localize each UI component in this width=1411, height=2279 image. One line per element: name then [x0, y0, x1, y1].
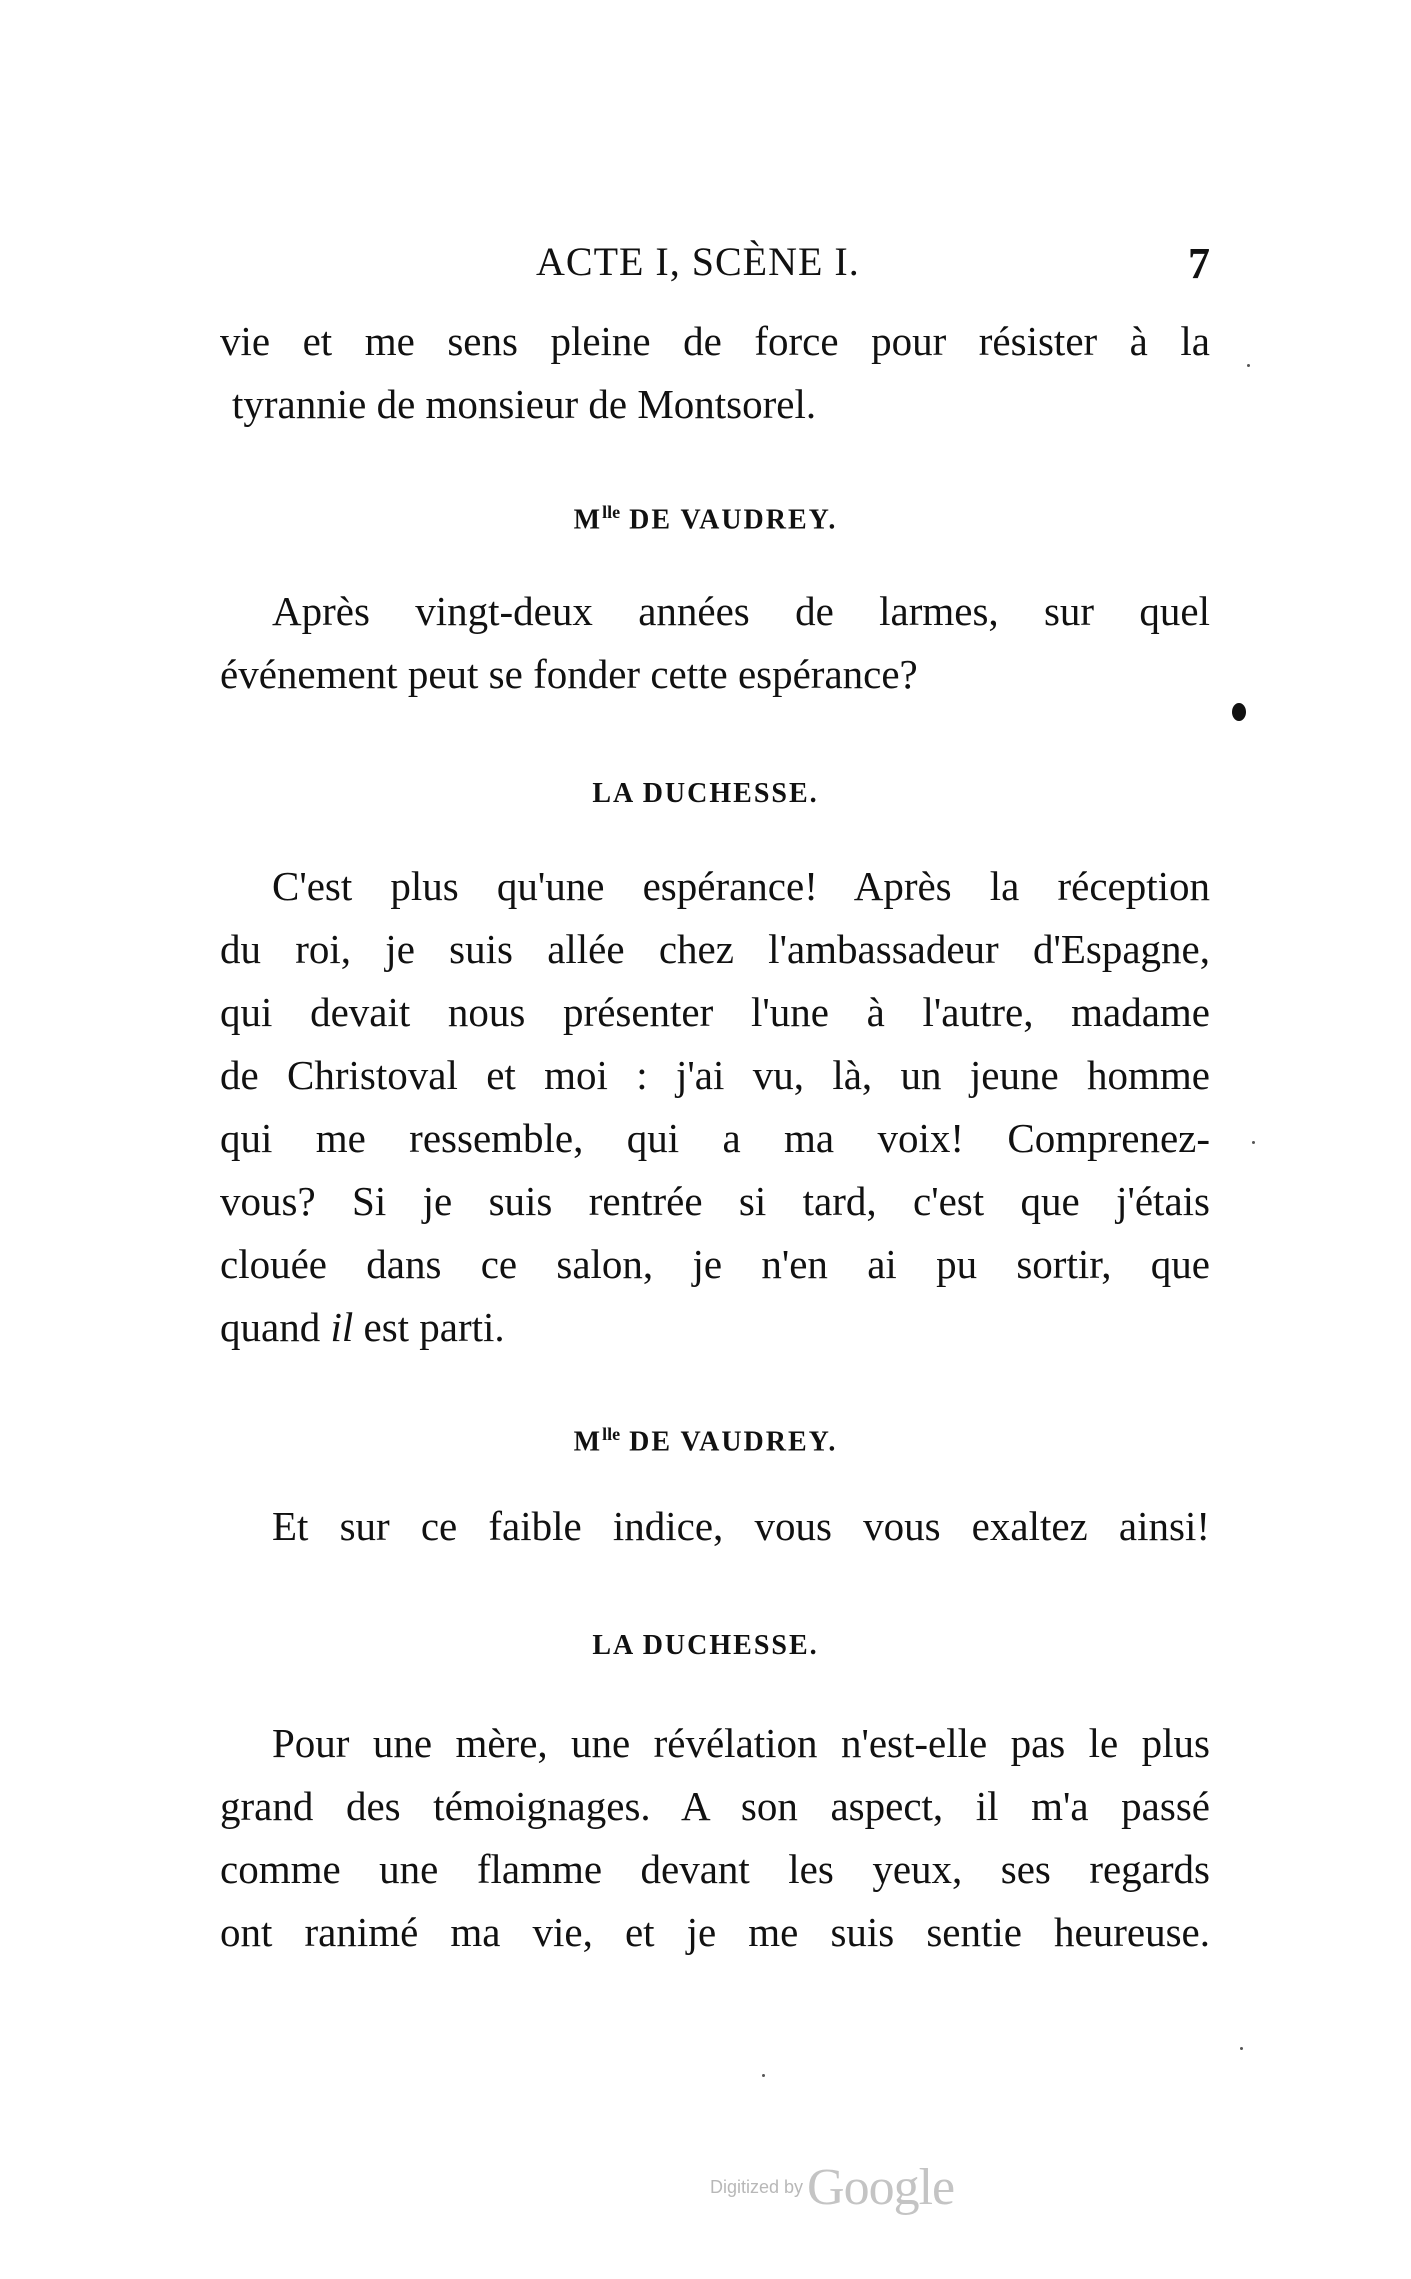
page-number: 7	[1188, 239, 1210, 288]
ink-blot	[1232, 703, 1246, 721]
text-line: grand des témoignages. A son aspect, il m'a passé	[220, 1783, 1210, 1829]
speaker-superscript: lle	[602, 502, 621, 522]
speaker-name: LA DUCHESSE.	[592, 1630, 819, 1661]
speaker-heading	[0, 502, 1411, 536]
text-line: comme une flamme devant les yeux, ses regards	[220, 1846, 1210, 1892]
paragraph	[220, 855, 1210, 1359]
paragraph	[272, 1495, 1210, 1558]
scan-speck	[762, 2074, 765, 2077]
speaker-prefix: M	[573, 1426, 603, 1458]
text-line: du roi, je suis allée chez l'ambassadeur d'Espagne,	[220, 926, 1210, 972]
speaker-superscript: lle	[602, 1424, 621, 1444]
text-line: événement peut se fonder cette espérance?	[220, 651, 918, 697]
text-line: vie et me sens pleine de force pour résister à la	[220, 318, 1210, 364]
italic-pronoun: il	[330, 1304, 354, 1350]
paragraph	[220, 310, 1210, 436]
text-run: quand	[220, 1304, 331, 1350]
paragraph	[220, 580, 1210, 706]
text-line: clouée dans ce salon, je n'en ai pu sortir, que	[220, 1241, 1210, 1287]
digitized-footer	[710, 2158, 954, 2217]
scan-speck	[1252, 1141, 1255, 1144]
text-run: est parti.	[353, 1304, 505, 1350]
scan-speck	[1247, 364, 1250, 367]
speaker-heading	[0, 1424, 1411, 1458]
scan-speck	[1240, 2047, 1243, 2050]
speaker-name: DE VAUDREY.	[620, 1426, 838, 1458]
text-line: qui devait nous présenter l'une à l'autre, madame	[220, 989, 1210, 1035]
google-logo: Google	[807, 2159, 955, 2216]
paragraph	[220, 1712, 1210, 1964]
text-line: qui me ressemble, qui a ma voix! Comprenez-	[220, 1115, 1210, 1161]
text-line: tyrannie de monsieur de Montsorel.	[232, 381, 817, 427]
text-line: vous? Si je suis rentrée si tard, c'est que j'étais	[220, 1178, 1210, 1224]
digitized-label: Digitized by	[710, 2177, 804, 2197]
text-line: Après vingt-deux années de larmes, sur quel	[272, 588, 1210, 634]
speaker-heading	[0, 778, 1411, 810]
speaker-name: LA DUCHESSE.	[592, 778, 819, 809]
text-line: de Christoval et moi : j'ai vu, là, un jeune homme	[220, 1052, 1210, 1098]
speaker-heading	[0, 1630, 1411, 1662]
speaker-name: DE VAUDREY.	[620, 504, 838, 536]
text-line: Et sur ce faible indice, vous vous exaltez ainsi!	[272, 1503, 1210, 1549]
speaker-prefix: M	[573, 504, 603, 536]
running-head: ACTE I, SCÈNE I.	[536, 239, 860, 284]
text-line: ont ranimé ma vie, et je me suis sentie heureuse.	[220, 1909, 1210, 1955]
text-line	[220, 1296, 1210, 1359]
page-header	[220, 238, 1210, 298]
text-line: Pour une mère, une révélation n'est-elle pas le plus	[272, 1720, 1210, 1766]
text-line: C'est plus qu'une espérance! Après la réception	[272, 863, 1210, 909]
